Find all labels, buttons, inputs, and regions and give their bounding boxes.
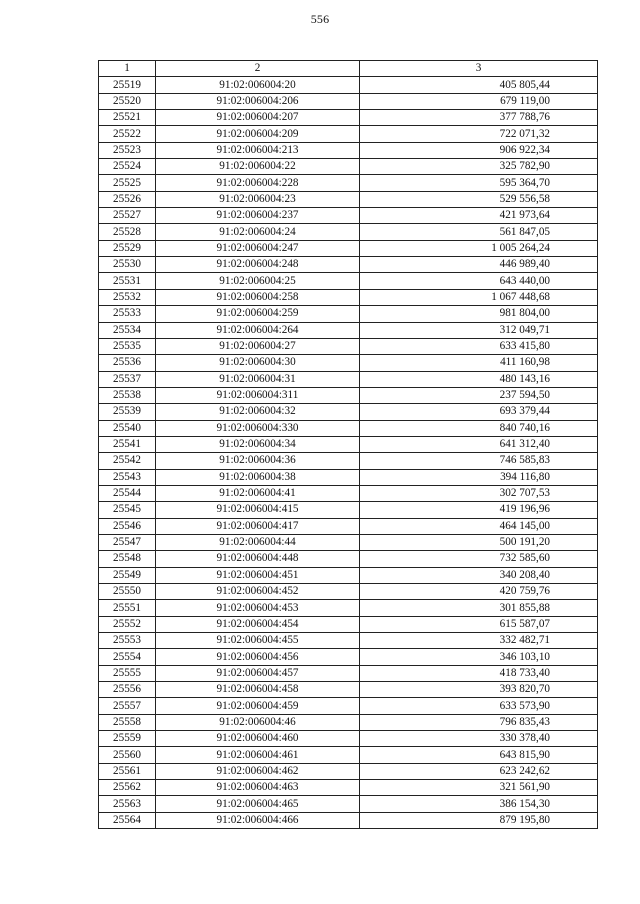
cadastral-value-cell: 418 733,40 bbox=[360, 665, 598, 681]
table-row bbox=[99, 665, 598, 681]
cadastral-value-cell: 321 561,90 bbox=[360, 780, 598, 796]
table-row bbox=[99, 404, 598, 420]
cadastral-number-cell: 91:02:006004:448 bbox=[156, 551, 360, 567]
table-row bbox=[99, 567, 598, 583]
cadastral-value-cell: 420 759,76 bbox=[360, 584, 598, 600]
table-row bbox=[99, 306, 598, 322]
table-row bbox=[99, 682, 598, 698]
cadastral-value-cell: 446 989,40 bbox=[360, 257, 598, 273]
cadastral-value-cell: 301 855,88 bbox=[360, 600, 598, 616]
cadastral-number-cell: 91:02:006004:24 bbox=[156, 224, 360, 240]
table-row bbox=[99, 502, 598, 518]
row-number-cell: 25563 bbox=[99, 796, 156, 812]
cadastral-number-cell: 91:02:006004:38 bbox=[156, 469, 360, 485]
cadastral-value-cell: 419 196,96 bbox=[360, 502, 598, 518]
cadastral-value-cell: 237 594,50 bbox=[360, 387, 598, 403]
cadastral-value-cell: 722 071,32 bbox=[360, 126, 598, 142]
row-number-cell: 25542 bbox=[99, 453, 156, 469]
cadastral-number-cell: 91:02:006004:213 bbox=[156, 142, 360, 158]
cadastral-value-cell: 981 804,00 bbox=[360, 306, 598, 322]
row-number-cell: 25535 bbox=[99, 338, 156, 354]
cadastral-number-cell: 91:02:006004:247 bbox=[156, 240, 360, 256]
row-number-cell: 25525 bbox=[99, 175, 156, 191]
table-row bbox=[99, 93, 598, 109]
cadastral-number-cell: 91:02:006004:30 bbox=[156, 355, 360, 371]
cadastral-value-cell: 906 922,34 bbox=[360, 142, 598, 158]
row-number-cell: 25530 bbox=[99, 257, 156, 273]
table-row bbox=[99, 126, 598, 142]
row-number-cell: 25526 bbox=[99, 191, 156, 207]
cadastral-value-cell: 796 835,43 bbox=[360, 714, 598, 730]
row-number-cell: 25564 bbox=[99, 812, 156, 828]
cadastral-value-cell: 615 587,07 bbox=[360, 616, 598, 632]
table-row bbox=[99, 453, 598, 469]
cadastral-value-cell: 394 116,80 bbox=[360, 469, 598, 485]
row-number-cell: 25549 bbox=[99, 567, 156, 583]
cadastral-value-cell: 346 103,10 bbox=[360, 649, 598, 665]
row-number-cell: 25559 bbox=[99, 731, 156, 747]
cadastral-number-cell: 91:02:006004:248 bbox=[156, 257, 360, 273]
cadastral-number-cell: 91:02:006004:453 bbox=[156, 600, 360, 616]
cadastral-number-cell: 91:02:006004:451 bbox=[156, 567, 360, 583]
table-row bbox=[99, 208, 598, 224]
row-number-cell: 25522 bbox=[99, 126, 156, 142]
cadastral-number-cell: 91:02:006004:44 bbox=[156, 534, 360, 550]
table-row bbox=[99, 175, 598, 191]
cadastral-number-cell: 91:02:006004:32 bbox=[156, 404, 360, 420]
table-body bbox=[99, 77, 598, 829]
table-row bbox=[99, 469, 598, 485]
row-number-cell: 25528 bbox=[99, 224, 156, 240]
cadastral-number-cell: 91:02:006004:36 bbox=[156, 453, 360, 469]
row-number-cell: 25519 bbox=[99, 77, 156, 93]
cadastral-number-cell: 91:02:006004:23 bbox=[156, 191, 360, 207]
table-row bbox=[99, 534, 598, 550]
table-row bbox=[99, 698, 598, 714]
row-number-cell: 25547 bbox=[99, 534, 156, 550]
cadastral-number-cell: 91:02:006004:209 bbox=[156, 126, 360, 142]
cadastral-number-cell: 91:02:006004:34 bbox=[156, 436, 360, 452]
cadastral-number-cell: 91:02:006004:27 bbox=[156, 338, 360, 354]
row-number-cell: 25538 bbox=[99, 387, 156, 403]
cadastral-value-cell: 377 788,76 bbox=[360, 110, 598, 126]
row-number-cell: 25543 bbox=[99, 469, 156, 485]
cadastral-number-cell: 91:02:006004:465 bbox=[156, 796, 360, 812]
row-number-cell: 25544 bbox=[99, 485, 156, 501]
table-row bbox=[99, 796, 598, 812]
cadastral-value-cell: 480 143,16 bbox=[360, 371, 598, 387]
cadastral-value-cell: 312 049,71 bbox=[360, 322, 598, 338]
table-row bbox=[99, 355, 598, 371]
cadastral-number-cell: 91:02:006004:46 bbox=[156, 714, 360, 730]
cadastral-number-cell: 91:02:006004:466 bbox=[156, 812, 360, 828]
row-number-cell: 25548 bbox=[99, 551, 156, 567]
table-row bbox=[99, 191, 598, 207]
row-number-cell: 25554 bbox=[99, 649, 156, 665]
cadastral-value-cell: 421 973,64 bbox=[360, 208, 598, 224]
table-row bbox=[99, 584, 598, 600]
cadastral-value-cell: 405 805,44 bbox=[360, 77, 598, 93]
cadastral-number-cell: 91:02:006004:454 bbox=[156, 616, 360, 632]
cadastral-number-cell: 91:02:006004:259 bbox=[156, 306, 360, 322]
table-row bbox=[99, 812, 598, 828]
table-row bbox=[99, 518, 598, 534]
cadastral-number-cell: 91:02:006004:417 bbox=[156, 518, 360, 534]
row-number-cell: 25524 bbox=[99, 159, 156, 175]
row-number-cell: 25534 bbox=[99, 322, 156, 338]
table-row bbox=[99, 240, 598, 256]
table-row bbox=[99, 371, 598, 387]
row-number-cell: 25551 bbox=[99, 600, 156, 616]
row-number-cell: 25546 bbox=[99, 518, 156, 534]
cadastral-number-cell: 91:02:006004:237 bbox=[156, 208, 360, 224]
table-row bbox=[99, 747, 598, 763]
cadastral-value-cell: 393 820,70 bbox=[360, 682, 598, 698]
cadastral-number-cell: 91:02:006004:22 bbox=[156, 159, 360, 175]
cadastral-value-cell: 1 005 264,24 bbox=[360, 240, 598, 256]
cadastral-value-cell: 633 573,90 bbox=[360, 698, 598, 714]
table-row bbox=[99, 633, 598, 649]
table-row bbox=[99, 224, 598, 240]
table-row bbox=[99, 257, 598, 273]
table-row bbox=[99, 485, 598, 501]
row-number-cell: 25539 bbox=[99, 404, 156, 420]
cadastral-number-cell: 91:02:006004:20 bbox=[156, 77, 360, 93]
cadastral-number-cell: 91:02:006004:462 bbox=[156, 763, 360, 779]
cadastral-number-cell: 91:02:006004:25 bbox=[156, 273, 360, 289]
cadastral-number-cell: 91:02:006004:264 bbox=[156, 322, 360, 338]
row-number-cell: 25521 bbox=[99, 110, 156, 126]
cadastral-value-cell: 746 585,83 bbox=[360, 453, 598, 469]
table-row bbox=[99, 714, 598, 730]
cadastral-number-cell: 91:02:006004:459 bbox=[156, 698, 360, 714]
cadastral-value-cell: 641 312,40 bbox=[360, 436, 598, 452]
row-number-cell: 25532 bbox=[99, 289, 156, 305]
table-row bbox=[99, 600, 598, 616]
row-number-cell: 25555 bbox=[99, 665, 156, 681]
cadastral-number-cell: 91:02:006004:452 bbox=[156, 584, 360, 600]
cadastral-value-cell: 529 556,58 bbox=[360, 191, 598, 207]
table-row bbox=[99, 338, 598, 354]
cadastral-number-cell: 91:02:006004:330 bbox=[156, 420, 360, 436]
table-row bbox=[99, 616, 598, 632]
cadastral-value-cell: 340 208,40 bbox=[360, 567, 598, 583]
row-number-cell: 25537 bbox=[99, 371, 156, 387]
table-row bbox=[99, 110, 598, 126]
cadastral-number-cell: 91:02:006004:463 bbox=[156, 780, 360, 796]
row-number-cell: 25552 bbox=[99, 616, 156, 632]
cadastral-number-cell: 91:02:006004:415 bbox=[156, 502, 360, 518]
row-number-cell: 25527 bbox=[99, 208, 156, 224]
row-number-cell: 25561 bbox=[99, 763, 156, 779]
table-row bbox=[99, 159, 598, 175]
cadastral-value-cell: 330 378,40 bbox=[360, 731, 598, 747]
cadastral-value-cell: 840 740,16 bbox=[360, 420, 598, 436]
cadastral-value-cell: 643 815,90 bbox=[360, 747, 598, 763]
row-number-cell: 25553 bbox=[99, 633, 156, 649]
row-number-cell: 25531 bbox=[99, 273, 156, 289]
row-number-cell: 25523 bbox=[99, 142, 156, 158]
cadastral-value-cell: 332 482,71 bbox=[360, 633, 598, 649]
table-row bbox=[99, 649, 598, 665]
cadastral-value-cell: 500 191,20 bbox=[360, 534, 598, 550]
table-row bbox=[99, 142, 598, 158]
cadastral-number-cell: 91:02:006004:456 bbox=[156, 649, 360, 665]
row-number-cell: 25536 bbox=[99, 355, 156, 371]
row-number-cell: 25562 bbox=[99, 780, 156, 796]
cadastral-value-cell: 633 415,80 bbox=[360, 338, 598, 354]
table-row bbox=[99, 763, 598, 779]
table-row bbox=[99, 731, 598, 747]
cadastral-number-cell: 91:02:006004:460 bbox=[156, 731, 360, 747]
cadastral-value-cell: 595 364,70 bbox=[360, 175, 598, 191]
table-row bbox=[99, 420, 598, 436]
cadastral-value-cell: 732 585,60 bbox=[360, 551, 598, 567]
table-row bbox=[99, 289, 598, 305]
table-header-row bbox=[99, 61, 598, 77]
row-number-cell: 25529 bbox=[99, 240, 156, 256]
cadastral-number-cell: 91:02:006004:207 bbox=[156, 110, 360, 126]
cadastral-value-cell: 464 145,00 bbox=[360, 518, 598, 534]
table-row bbox=[99, 77, 598, 93]
cadastral-number-cell: 91:02:006004:228 bbox=[156, 175, 360, 191]
cadastral-value-cell: 623 242,62 bbox=[360, 763, 598, 779]
cadastral-number-cell: 91:02:006004:458 bbox=[156, 682, 360, 698]
table-row bbox=[99, 387, 598, 403]
row-number-cell: 25540 bbox=[99, 420, 156, 436]
row-number-cell: 25520 bbox=[99, 93, 156, 109]
column-header-value: 3 bbox=[360, 61, 598, 77]
page-number: 556 bbox=[310, 12, 330, 26]
cadastral-value-cell: 302 707,53 bbox=[360, 485, 598, 501]
cadastral-value-cell: 679 119,00 bbox=[360, 93, 598, 109]
cadastral-number-cell: 91:02:006004:455 bbox=[156, 633, 360, 649]
row-number-cell: 25558 bbox=[99, 714, 156, 730]
table-row bbox=[99, 780, 598, 796]
cadastral-number-cell: 91:02:006004:311 bbox=[156, 387, 360, 403]
table-row bbox=[99, 436, 598, 452]
cadastral-value-cell: 411 160,98 bbox=[360, 355, 598, 371]
row-number-cell: 25556 bbox=[99, 682, 156, 698]
table-row bbox=[99, 322, 598, 338]
row-number-cell: 25533 bbox=[99, 306, 156, 322]
cadastral-value-cell: 1 067 448,68 bbox=[360, 289, 598, 305]
cadastral-number-cell: 91:02:006004:258 bbox=[156, 289, 360, 305]
table-row bbox=[99, 551, 598, 567]
row-number-cell: 25541 bbox=[99, 436, 156, 452]
row-number-cell: 25545 bbox=[99, 502, 156, 518]
cadastral-value-cell: 386 154,30 bbox=[360, 796, 598, 812]
cadastral-number-cell: 91:02:006004:461 bbox=[156, 747, 360, 763]
table-row bbox=[99, 273, 598, 289]
cadastral-number-cell: 91:02:006004:206 bbox=[156, 93, 360, 109]
row-number-cell: 25557 bbox=[99, 698, 156, 714]
column-header-number: 1 bbox=[99, 61, 156, 77]
row-number-cell: 25550 bbox=[99, 584, 156, 600]
cadastral-number-cell: 91:02:006004:31 bbox=[156, 371, 360, 387]
cadastral-value-cell: 693 379,44 bbox=[360, 404, 598, 420]
cadastral-value-cell: 879 195,80 bbox=[360, 812, 598, 828]
cadastral-number-cell: 91:02:006004:457 bbox=[156, 665, 360, 681]
row-number-cell: 25560 bbox=[99, 747, 156, 763]
cadastral-value-cell: 325 782,90 bbox=[360, 159, 598, 175]
cadastral-value-cell: 643 440,00 bbox=[360, 273, 598, 289]
cadastral-value-table bbox=[98, 60, 598, 829]
column-header-cadastral-number: 2 bbox=[156, 61, 360, 77]
cadastral-number-cell: 91:02:006004:41 bbox=[156, 485, 360, 501]
cadastral-value-cell: 561 847,05 bbox=[360, 224, 598, 240]
